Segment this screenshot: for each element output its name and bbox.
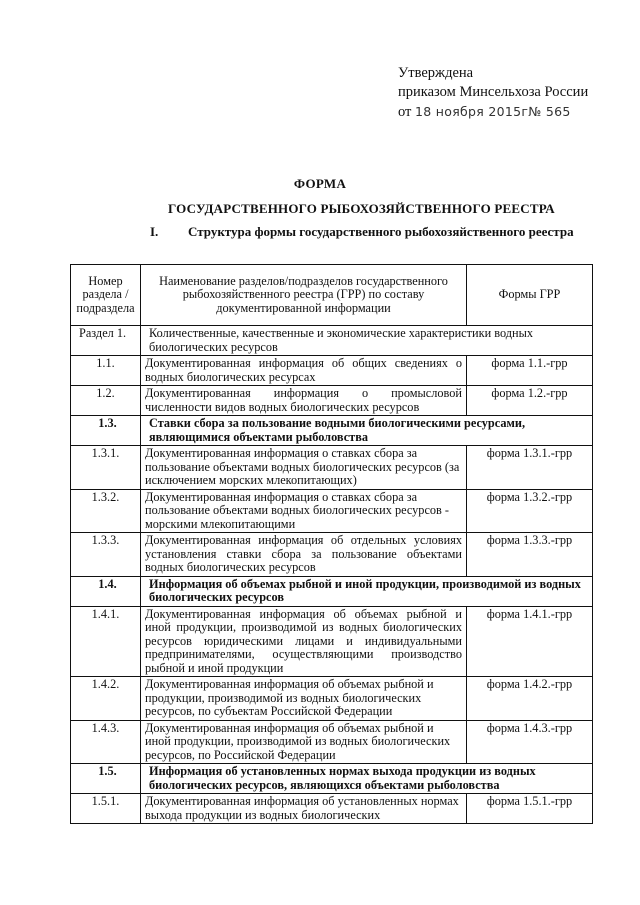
registry-title: ГОСУДАРСТВЕННОГО РЫБОХОЗЯЙСТВЕННОГО РЕЕСТРА	[168, 201, 555, 216]
row-form: форма 1.1.-грр	[467, 356, 593, 386]
row-name: Количественные, качественные и экономические характеристики водных биологических ресурсов	[141, 326, 593, 356]
row-form: форма 1.4.2.-грр	[467, 677, 593, 721]
approval-line-1: Утверждена	[398, 65, 474, 81]
section-heading	[150, 224, 574, 240]
header-number: Номер раздела / подраздела	[71, 265, 141, 326]
row-name: Документированная информация о промысловой численности видов водных биологических ресурсов	[141, 386, 467, 416]
row-number: 1.3.1.	[71, 446, 141, 490]
row-number: 1.4.1.	[71, 606, 141, 677]
row-number: 1.1.	[71, 356, 141, 386]
table-row	[71, 606, 593, 677]
form-title: ФОРМА	[293, 176, 347, 191]
table-row	[71, 533, 593, 577]
row-name: Информация об объемах рыбной и иной продукции, производимой из водных биологических ресурсов	[141, 576, 593, 606]
approval-number: № 565	[528, 104, 571, 119]
row-form: форма 1.4.3.-грр	[467, 720, 593, 764]
table-row	[71, 576, 593, 606]
row-name: Документированная информация об объемах рыбной и продукции, производимой из водных биологических ресурсов, по субъектам Российской Федерации	[141, 677, 467, 721]
table-header-row	[71, 265, 593, 326]
row-number: Раздел 1.	[71, 326, 141, 356]
table-row	[71, 386, 593, 416]
row-name: Информация об установленных нормах выхода продукции из водных биологических ресурсов, являющихся объектами рыболовства	[141, 764, 593, 794]
approval-block	[398, 64, 588, 122]
table-row	[71, 794, 593, 824]
table-row	[71, 489, 593, 533]
row-number: 1.2.	[71, 386, 141, 416]
row-name: Документированная информация об объемах рыбной и иной продукции, производимой из водных биологических ресурсов, по Российской Федерации	[141, 720, 467, 764]
row-number: 1.3.2.	[71, 489, 141, 533]
row-number: 1.4.3.	[71, 720, 141, 764]
row-form: форма 1.4.1.-грр	[467, 606, 593, 677]
row-number: 1.5.	[71, 764, 141, 794]
row-form: форма 1.3.3.-грр	[467, 533, 593, 577]
table-row	[71, 416, 593, 446]
row-form: форма 1.5.1.-грр	[467, 794, 593, 824]
approval-date: 18 ноября 2015г	[415, 104, 529, 119]
row-form: форма 1.3.2.-грр	[467, 489, 593, 533]
table-row	[71, 356, 593, 386]
row-name: Документированная информация об отдельных условиях установления ставки сбора за пользование объектами водных биологических ресурсов	[141, 533, 467, 577]
table-row	[71, 720, 593, 764]
table-row	[71, 446, 593, 490]
section-number: I.	[150, 224, 159, 239]
table-row	[71, 764, 593, 794]
row-number: 1.5.1.	[71, 794, 141, 824]
row-form: форма 1.3.1.-грр	[467, 446, 593, 490]
date-prefix: от	[398, 104, 412, 120]
row-number: 1.4.2.	[71, 677, 141, 721]
approval-line-2: приказом Минсельхоза России	[398, 84, 589, 100]
header-forms: Формы ГРР	[467, 265, 593, 326]
row-number: 1.4.	[71, 576, 141, 606]
row-name: Документированная информация об общих сведениях о водных биологических ресурсах	[141, 356, 467, 386]
section-title: Структура формы государственного рыбохозяйственного реестра	[188, 224, 574, 239]
row-form: форма 1.2.-грр	[467, 386, 593, 416]
row-number: 1.3.	[71, 416, 141, 446]
row-name: Ставки сбора за пользование водными биологическими ресурсами, являющимися объектами рыболовства	[141, 416, 593, 446]
header-name: Наименование разделов/подразделов государственного рыбохозяйственного реестра (ГРР) по составу документированной информации	[141, 265, 467, 326]
table-row	[71, 677, 593, 721]
row-name: Документированная информация о ставках сбора за пользование объектами водных биологических ресурсов - морскими млекопитающими	[141, 489, 467, 533]
row-name: Документированная информация об установленных нормах выхода продукции из водных биологических	[141, 794, 467, 824]
row-number: 1.3.3.	[71, 533, 141, 577]
row-name: Документированная информация об объемах рыбной и иной продукции, производимой из водных биологических ресурсов юридическими лицами и индивидуальными предпринимателями, осуществляющими производство рыбной и иной продукции	[141, 606, 467, 677]
structure-table	[70, 264, 593, 824]
approval-date-line	[398, 102, 588, 122]
row-name: Документированная информация о ставках сбора за пользование объектами водных биологических ресурсов (за исключением морских млекопитающих)	[141, 446, 467, 490]
table-row	[71, 326, 593, 356]
